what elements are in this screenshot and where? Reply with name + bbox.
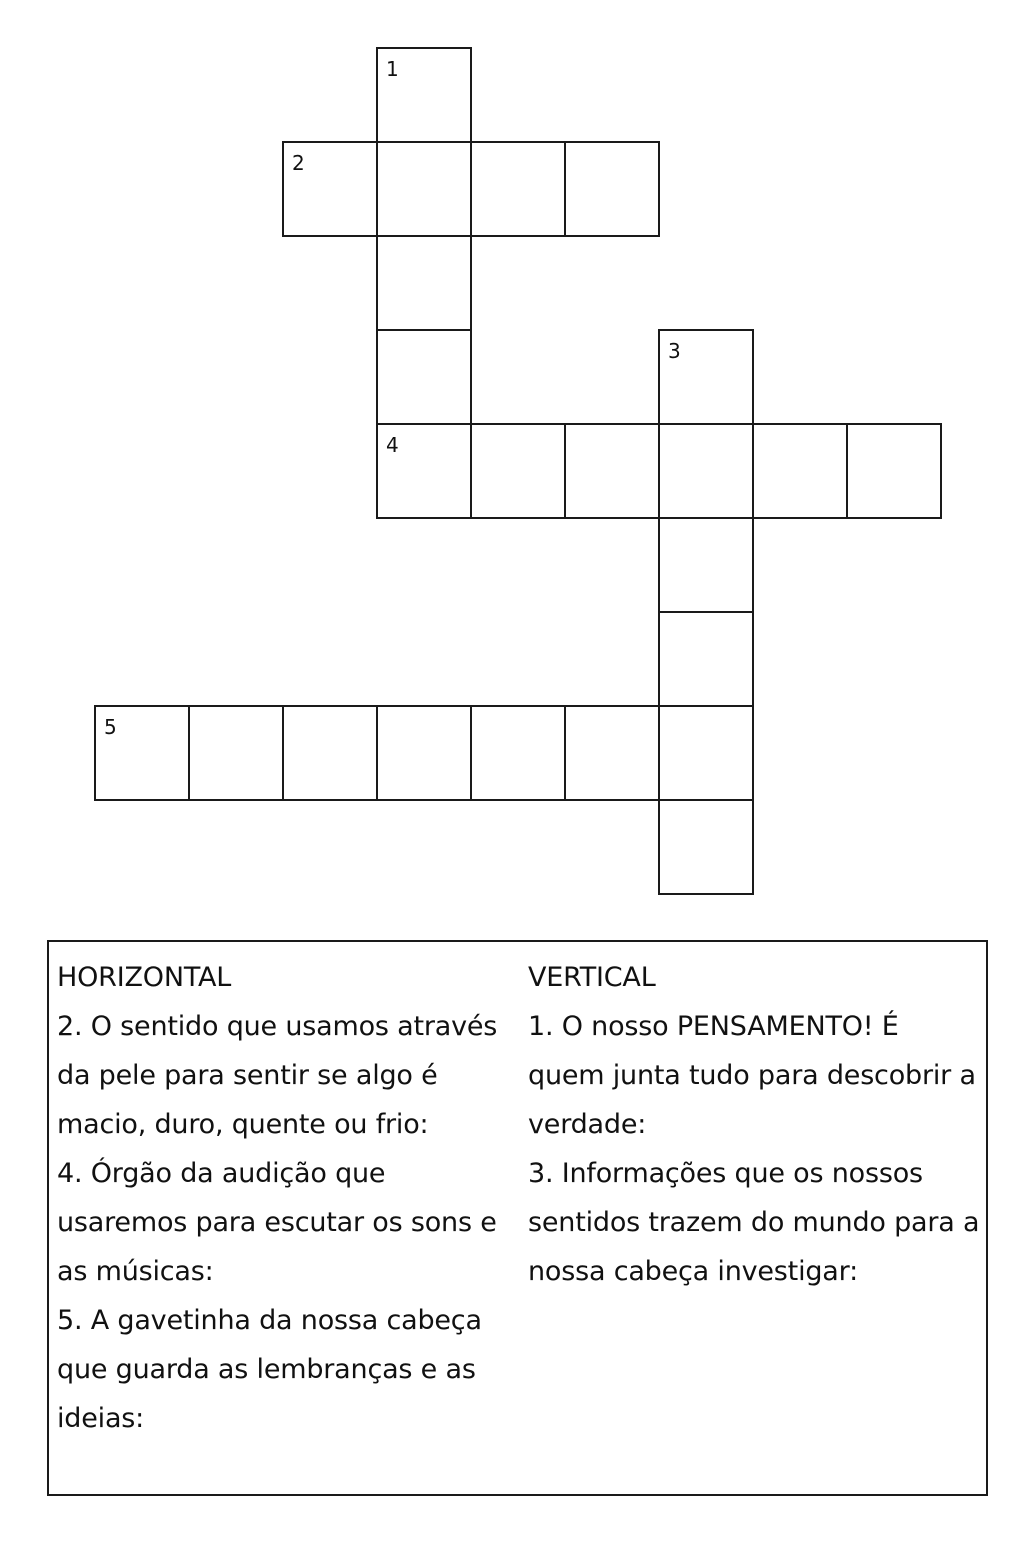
crossword-cell[interactable]	[376, 329, 472, 425]
clue-5: 5. A gavetinha da nossa cabeça que guarda as lembranças e as ideias:	[57, 1305, 482, 1434]
crossword-cell[interactable]	[188, 705, 284, 801]
crossword-cell[interactable]	[658, 423, 754, 519]
horizontal-heading: HORIZONTAL	[57, 962, 232, 993]
clues-box	[47, 940, 988, 1496]
clue-4: 4. Órgão da audição que usaremos para escutar os sons e as músicas:	[57, 1158, 497, 1287]
crossword-cell[interactable]	[282, 141, 378, 237]
clue-number: 2	[292, 151, 305, 175]
crossword-cell[interactable]	[564, 423, 660, 519]
clue-number: 1	[386, 57, 399, 81]
crossword-cell[interactable]	[376, 705, 472, 801]
horizontal-clues	[57, 953, 507, 1443]
crossword-cell[interactable]	[846, 423, 942, 519]
crossword-cell[interactable]	[658, 705, 754, 801]
clue-number: 5	[104, 715, 117, 739]
crossword-cell[interactable]	[376, 423, 472, 519]
crossword-cell[interactable]	[376, 141, 472, 237]
crossword-cell[interactable]	[470, 705, 566, 801]
crossword-cell[interactable]	[564, 141, 660, 237]
crossword-cell[interactable]	[658, 611, 754, 707]
crossword-cell[interactable]	[376, 235, 472, 331]
vertical-heading: VERTICAL	[528, 962, 656, 993]
clue-2: 2. O sentido que usamos através da pele para sentir se algo é macio, duro, quente ou frio:	[57, 1011, 498, 1140]
clue-number: 4	[386, 433, 399, 457]
clue-1: 1. O nosso PENSAMENTO! É quem junta tudo para descobrir a verdade:	[528, 1011, 976, 1140]
crossword-cell[interactable]	[376, 47, 472, 143]
clue-number: 3	[668, 339, 681, 363]
crossword-cell[interactable]	[470, 423, 566, 519]
crossword-cell[interactable]	[658, 329, 754, 425]
crossword-cell[interactable]	[94, 705, 190, 801]
crossword-cell[interactable]	[564, 705, 660, 801]
crossword-cell[interactable]	[658, 517, 754, 613]
clue-3: 3. Informações que os nossos sentidos trazem do mundo para a nossa cabeça investigar:	[528, 1158, 980, 1287]
crossword-cell[interactable]	[470, 141, 566, 237]
crossword-cell[interactable]	[282, 705, 378, 801]
vertical-clues	[528, 953, 980, 1296]
crossword-cell[interactable]	[658, 799, 754, 895]
crossword-cell[interactable]	[752, 423, 848, 519]
